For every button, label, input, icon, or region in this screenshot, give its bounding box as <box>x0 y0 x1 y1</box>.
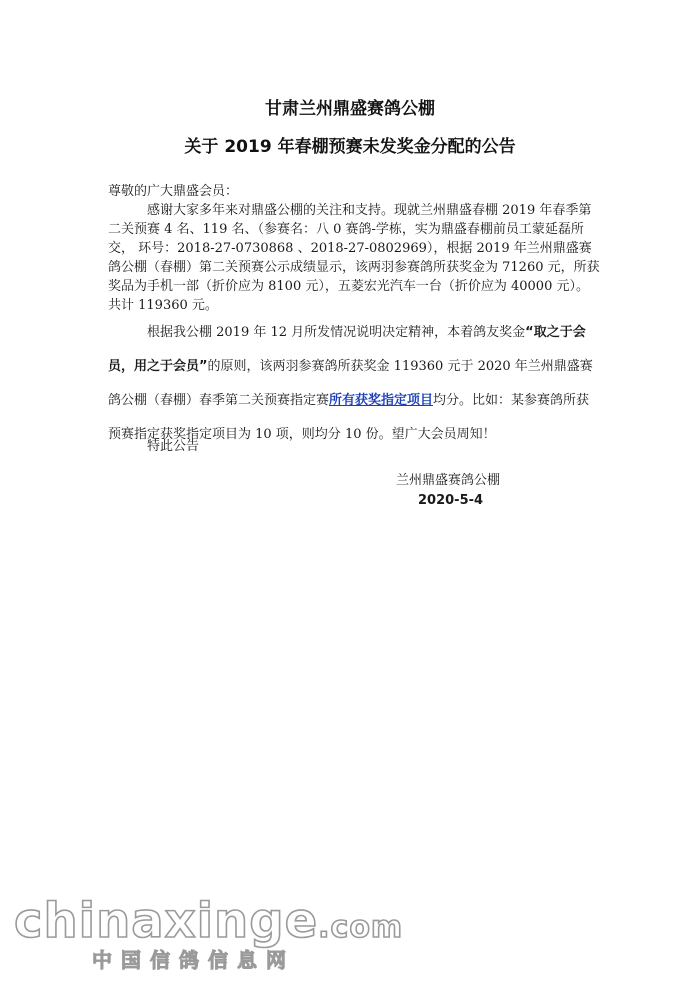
salutation: 尊敬的广大鼎盛会员： <box>108 184 239 199</box>
paragraph-1: 感谢大家多年来对鼎盛公棚的关注和支持。现就兰州鼎盛春棚 2019 年春季第二关预赛 4 名、119 名、（参赛名：八 0 赛鸽-学栋，实为鼎盛春棚前员工蒙延磊所交， 环号：2018-27-0730868 、2018-27-0802969），根据 2019 年兰州鼎盛赛鸽公棚（春棚）第二关预赛公示成绩显示，该两羽参赛鸽所获奖金为 71260 元，所获奖品为手机一部（折价应为 8100 元），五菱宏光汽车一台（折价应为 40000 元）。共计 119360 元。 <box>108 203 600 313</box>
watermark-site: chinaxinge <box>14 893 319 949</box>
signature-date: 2020-5-4 <box>418 493 484 508</box>
notice-title: 关于 2019 年春棚预赛未发奖金分配的公告 <box>184 137 516 157</box>
highlighted-items: 所有获奖指定项目 <box>329 393 434 408</box>
org-title: 甘肃兰州鼎盛赛鸽公棚 <box>265 99 435 119</box>
watermark-logo <box>14 893 403 949</box>
paragraph-2-intro: 根据我公棚 2019 年 12 月所发情况说明决定精神，本着鸽友奖金 <box>147 325 526 340</box>
paragraph-2-end: 均分。比如：某参赛鸽所获预赛指定获奖指定项目为 10 项，则均分 10 份。望广大会员周知！ <box>108 393 590 442</box>
motto-quote: “取之于会员，用之于会员” <box>108 325 586 374</box>
paragraph-2 <box>108 316 600 452</box>
closing-remark: 特此公告 <box>147 439 200 454</box>
paragraph-2-body: 的原则，该两羽参赛鸽所获奖金 119360 元于 2020 年兰州鼎盛赛鸽公棚（春棚）春季第二关预赛指定赛 <box>108 359 593 408</box>
watermark-name: 中国信鸽信息网 <box>92 948 295 972</box>
watermark-tld: .com <box>318 910 404 945</box>
signature-org: 兰州鼎盛赛鸽公棚 <box>396 473 501 488</box>
